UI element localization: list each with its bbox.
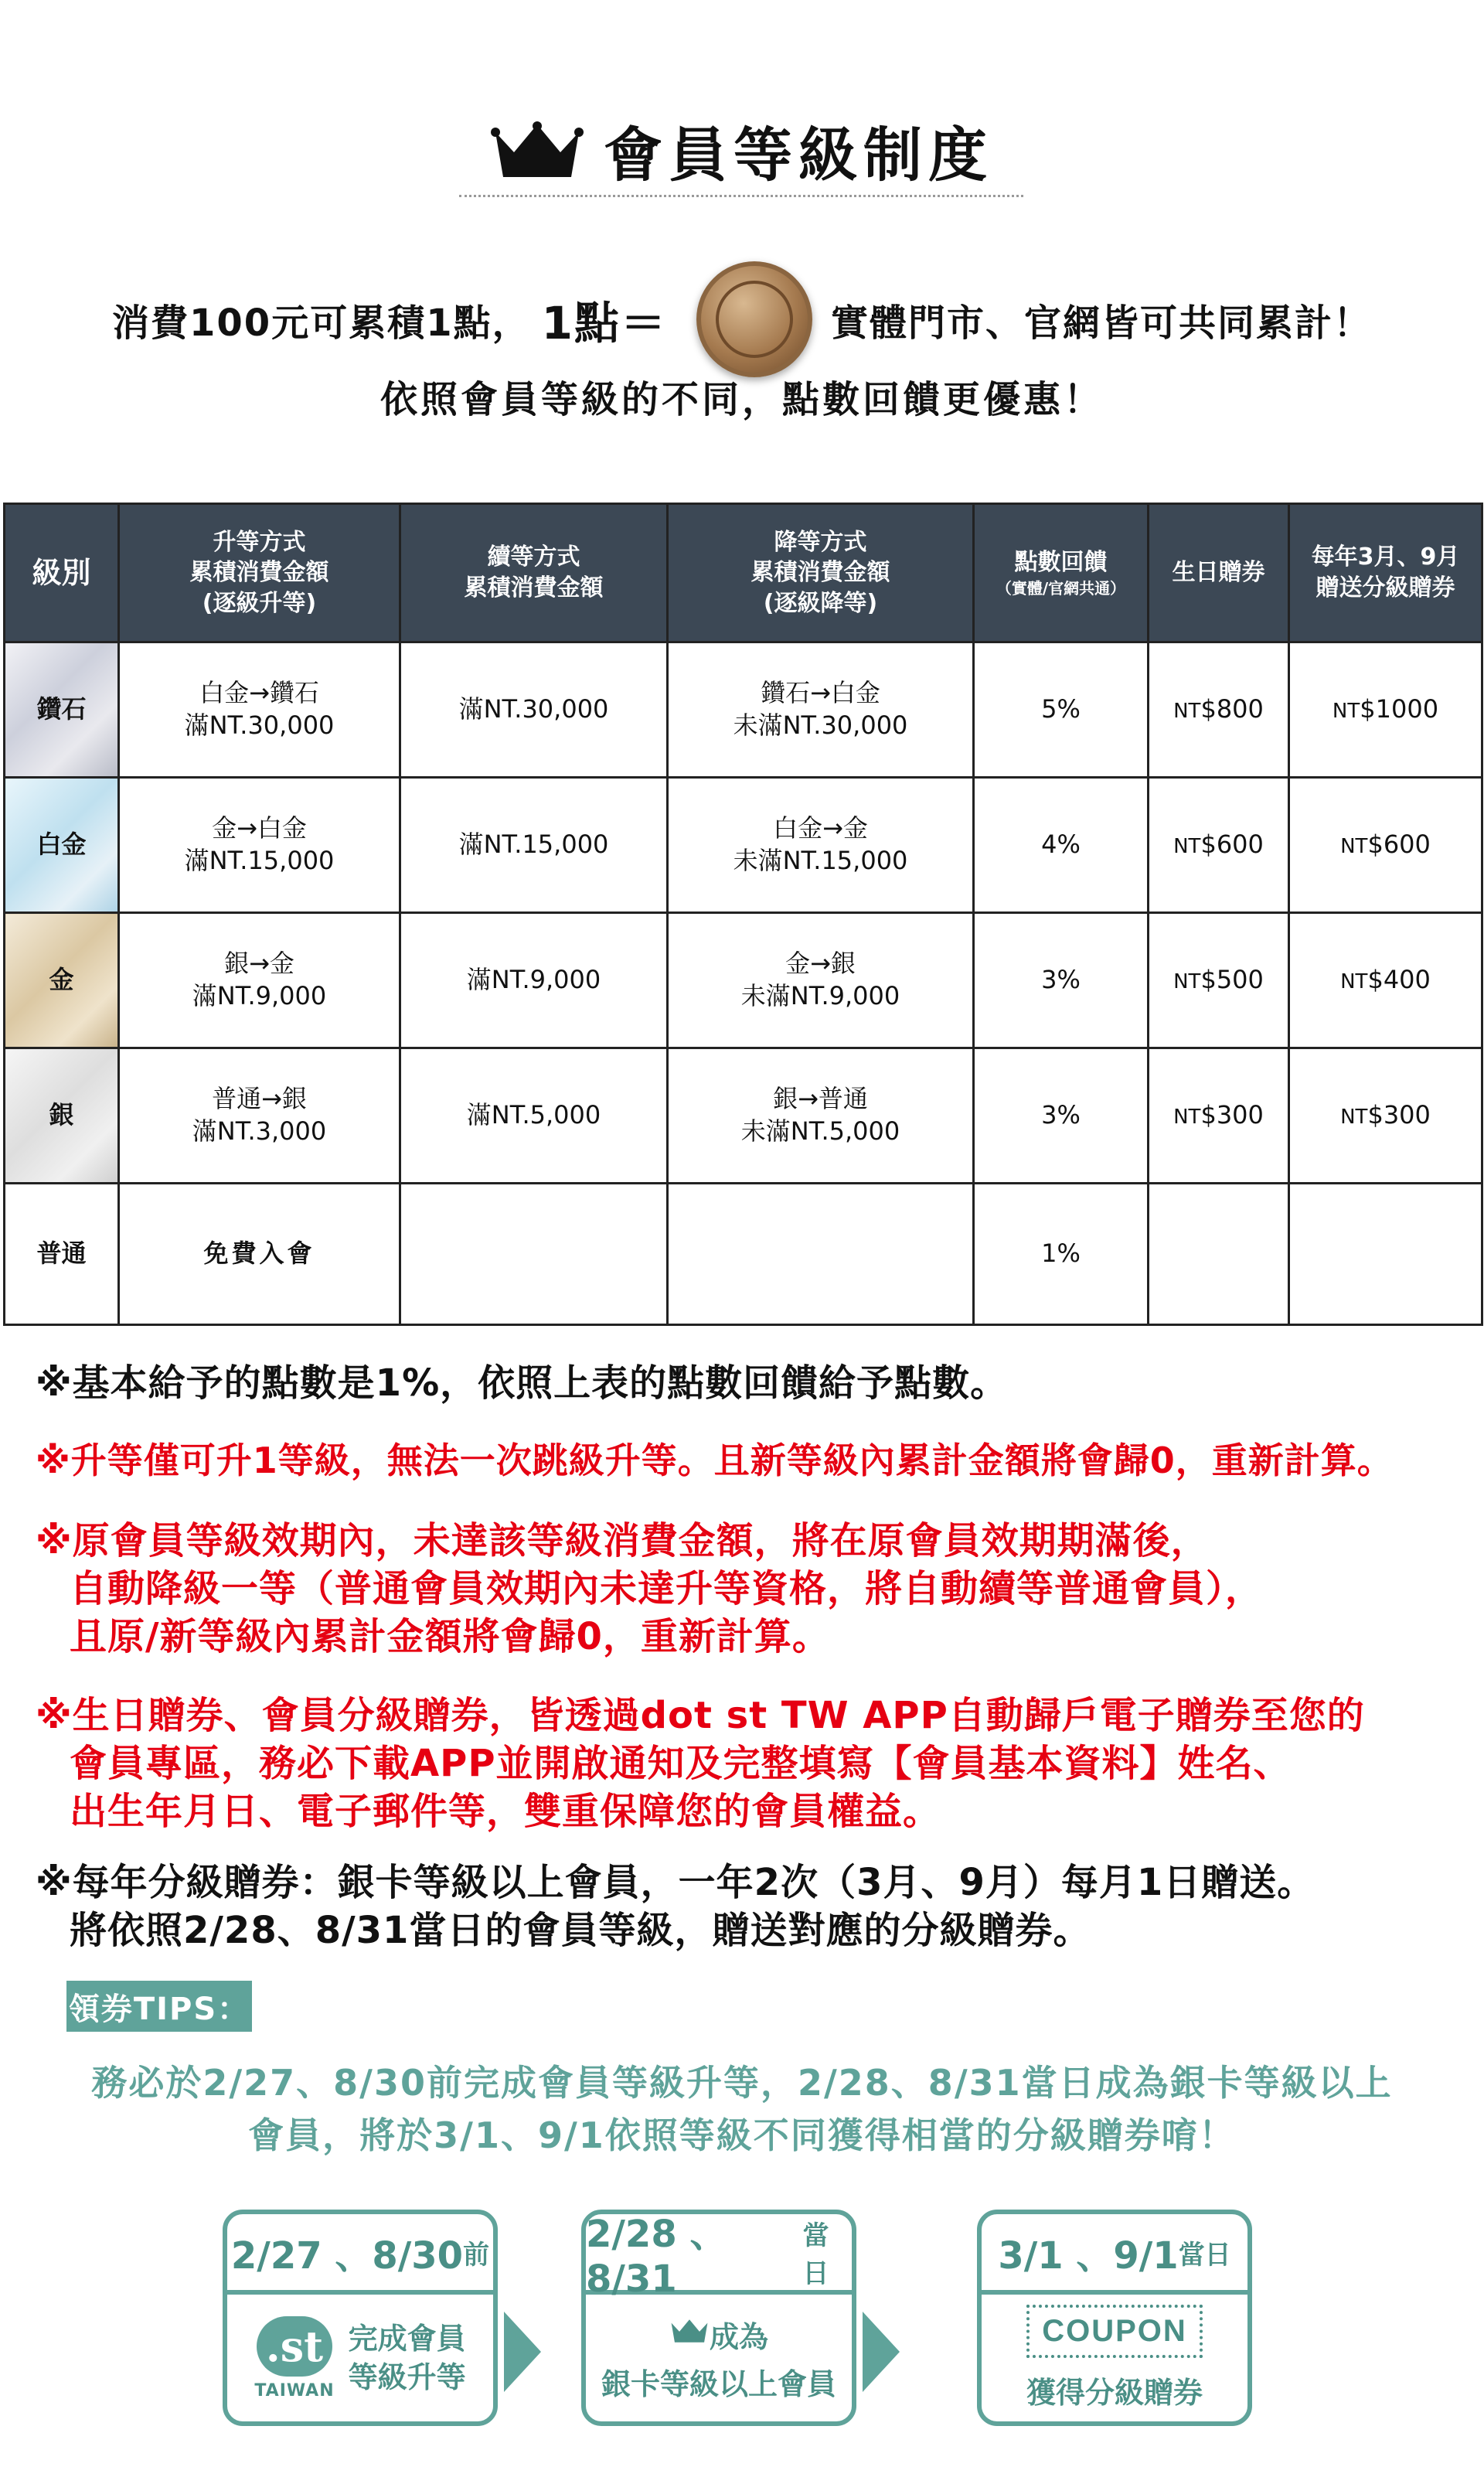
- semiannual-cell: NT$600: [1289, 778, 1482, 913]
- renew-cell: 滿NT.15,000: [400, 778, 668, 913]
- tips-text: 務必於2/27、8/30前完成會員等級升等，2/28、8/31當日成為銀卡等級以上 會員，將於3/1、9/1依照等級不同獲得相當的分級贈券唷！: [91, 2062, 1393, 2156]
- downgrade-cell: 白金→金 未滿NT.15,000: [668, 778, 974, 913]
- st-logo-icon: .st: [257, 2316, 332, 2377]
- birthday-cell: [1149, 1184, 1289, 1325]
- downgrade-cell: 銀→普通 未滿NT.5,000: [668, 1048, 974, 1184]
- step-card-receive: 3/1 、9/1 當日 COUPON 獲得分級贈券: [977, 2210, 1252, 2426]
- note-basic-points: ※基本給予的點數是1%，依照上表的點數回饋給予點數。: [36, 1361, 1009, 1405]
- renew-cell: [400, 1184, 668, 1325]
- birthday-cell: NT$300: [1149, 1048, 1289, 1184]
- header-upgrade: 升等方式 累積消費金額 (逐級升等): [119, 504, 400, 642]
- semiannual-cell: NT$1000: [1289, 642, 1482, 778]
- birthday-cell: NT$800: [1149, 642, 1289, 778]
- upgrade-cell: 金→白金 滿NT.15,000: [119, 778, 400, 913]
- header-renew: 續等方式 累積消費金額: [400, 504, 668, 642]
- level-platinum: 白金: [5, 778, 119, 913]
- title-block: [0, 108, 1484, 193]
- renew-cell: 滿NT.30,000: [400, 642, 668, 778]
- level-silver: 銀: [5, 1048, 119, 1184]
- table-header-row: [5, 504, 1482, 642]
- header-points: 點數回饋 （實體/官網共通）: [974, 504, 1149, 642]
- semiannual-cell: NT$400: [1289, 913, 1482, 1048]
- points-intro: [0, 261, 1484, 377]
- upgrade-cell: 白金→鑽石 滿NT.30,000: [119, 642, 400, 778]
- downgrade-cell: [668, 1184, 974, 1325]
- upgrade-cell: 銀→金 滿NT.9,000: [119, 913, 400, 1048]
- note-upgrade-rule: ※升等僅可升1等級，無法一次跳級升等。且新等級內累計金額將會歸0，重新計算。: [36, 1440, 1394, 1481]
- membership-table: [3, 503, 1483, 1326]
- coupon-icon: COUPON: [1026, 2305, 1203, 2358]
- coin-icon: [696, 261, 812, 377]
- table-row: [5, 1184, 1482, 1325]
- step-date: 2/27 、8/30 前: [227, 2214, 493, 2295]
- level-diamond: 鑽石: [5, 642, 119, 778]
- points-intro-suffix: 實體門市、官網皆可共同累計！: [830, 301, 1372, 345]
- table-row: [5, 1048, 1482, 1184]
- renew-cell: 滿NT.9,000: [400, 913, 668, 1048]
- tips-label: 領券TIPS：: [66, 1981, 252, 2032]
- points-cell: 1%: [974, 1184, 1149, 1325]
- points-intro-prefix: 消費100元可累積1點，: [112, 301, 531, 345]
- table-row: [5, 913, 1482, 1048]
- table-row: [5, 642, 1482, 778]
- crown-icon: [491, 121, 584, 180]
- step-date: 3/1 、9/1 當日: [982, 2214, 1247, 2295]
- step-date: 2/28 、8/31 當日: [586, 2214, 852, 2295]
- note-semiannual: ※每年分級贈券：銀卡等級以上會員，一年2次（3月、9月）每月1日贈送。 將依照2/28、8/31當日的會員等級，贈送對應的分級贈券。: [36, 1861, 1316, 1952]
- birthday-cell: NT$500: [1149, 913, 1289, 1048]
- points-intro-2: 依照會員等級的不同，點數回饋更優惠！: [380, 378, 1104, 421]
- title-divider: [459, 195, 1023, 197]
- note-downgrade-rule: ※原會員等級效期內，未達該等級消費金額，將在原會員效期期滿後， 自動降級一等（普通會員效期內未達升等資格，將自動續等普通會員）， 且原/新等級內累計金額將會歸0，重新計算。: [36, 1519, 1264, 1658]
- crown-icon: [669, 2317, 710, 2352]
- points-cell: 4%: [974, 778, 1149, 913]
- points-cell: 5%: [974, 642, 1149, 778]
- arrow-icon: [863, 2312, 900, 2392]
- points-intro-point: 1點＝: [541, 297, 667, 349]
- page-title: 會員等級制度: [604, 121, 993, 189]
- level-gold: 金: [5, 913, 119, 1048]
- upgrade-cell: 普通→銀 滿NT.3,000: [119, 1048, 400, 1184]
- semiannual-cell: NT$300: [1289, 1048, 1482, 1184]
- semiannual-cell: [1289, 1184, 1482, 1325]
- table-row: [5, 778, 1482, 913]
- header-semiannual: 每年3月、9月 贈送分級贈券: [1289, 504, 1482, 642]
- page-title-row: [491, 108, 993, 193]
- points-cell: 3%: [974, 913, 1149, 1048]
- note-app-coupons: ※生日贈券、會員分級贈券，皆透過dot st TW APP自動歸戶電子贈券至您的 會員專區，務必下載APP並開啟通知及完整填寫【會員基本資料】姓名、 出生年月日、電子郵件等，雙重保障您的會員權益。: [36, 1694, 1365, 1833]
- points-cell: 3%: [974, 1048, 1149, 1184]
- step-card-qualify: 2/28 、8/31 當日 成為 銀卡等級以上會員: [581, 2210, 856, 2426]
- header-downgrade: 降等方式 累積消費金額 (逐級降等): [668, 504, 974, 642]
- downgrade-cell: 鑽石→白金 未滿NT.30,000: [668, 642, 974, 778]
- header-birthday: 生日贈券: [1149, 504, 1289, 642]
- step-card-upgrade: 2/27 、8/30 前 .st TAIWAN 完成會員 等級升等: [223, 2210, 498, 2426]
- free-join-cell: 免費入會: [119, 1184, 400, 1325]
- birthday-cell: NT$600: [1149, 778, 1289, 913]
- arrow-icon: [504, 2312, 541, 2392]
- renew-cell: 滿NT.5,000: [400, 1048, 668, 1184]
- downgrade-cell: 金→銀 未滿NT.9,000: [668, 913, 974, 1048]
- level-normal: 普通: [5, 1184, 119, 1325]
- header-level: 級別: [5, 504, 119, 642]
